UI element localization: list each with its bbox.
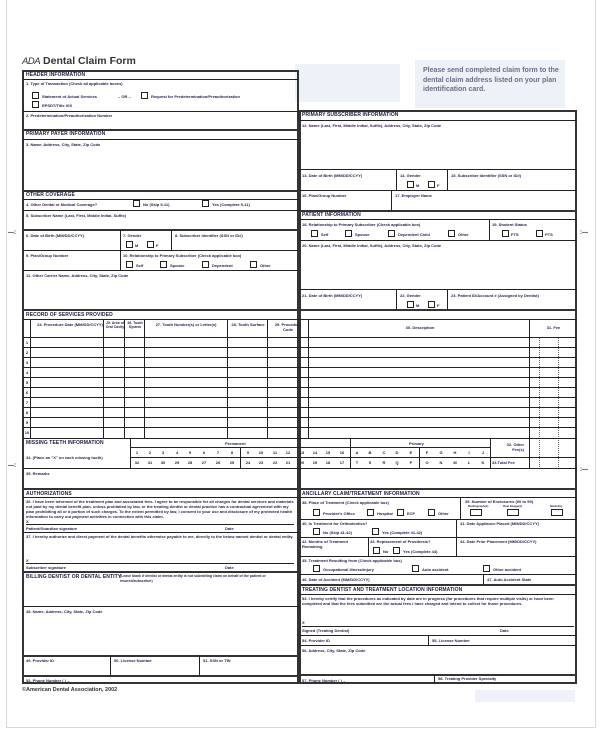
checkbox-pat-other[interactable] [448,230,455,237]
field-6-label: 6. Date of Birth (MM/DD/CCYY) [26,233,84,238]
tooth-17[interactable]: 17 [339,460,345,465]
section-patient: PATIENT INFORMATION [302,212,361,218]
row-number: 10 [24,430,30,435]
tooth-31[interactable]: 31 [147,460,153,465]
field-11-label: 11. Other Carrier Name, Address, City, State, Zip Code [26,273,129,278]
section-other-coverage: OTHER COVERAGE [26,192,75,198]
checkbox-occupational[interactable] [313,565,320,572]
gender-m-label: M [135,243,139,248]
checkbox-gender-f-22[interactable] [428,301,435,308]
field-19-label: 19. Student Status [492,222,527,227]
tooth-2[interactable]: 2 [148,450,152,455]
rel-self-label: Self [136,263,144,268]
predetermination-label: Request for Predetermination/Preauthorization [151,94,240,99]
row-number: 1 [25,340,29,345]
section-primary-payer: PRIMARY PAYER INFORMATION [26,131,106,137]
tooth-30[interactable]: 30 [160,460,166,465]
copyright: ©American Dental Association, 2002 [22,687,118,693]
tooth-12[interactable]: 12 [285,450,291,455]
statement-actual-label: Statement of Actual Services [42,94,97,99]
field-20-label: 20. Name (Last, First, Middle Initial, Suffix), Address, City, State, Zip Code [302,243,442,248]
tooth-14[interactable]: 14 [312,450,318,455]
tooth-7[interactable]: 7 [216,450,220,455]
section-treating: TREATING DENTIST AND TREATMENT LOCATION INFORMATION [302,587,463,593]
checkbox-pat-self[interactable] [311,230,318,237]
tooth-J[interactable]: J [481,450,485,455]
field-1-label: 1. Type of Transaction (Check all applicable boxes) [26,81,123,86]
tooth-K[interactable]: K [481,460,485,465]
tooth-5[interactable]: 5 [188,450,192,455]
field-50-label: 50. License Number [114,658,152,663]
col-tooth-system: 26. Tooth System [127,321,143,329]
section-primary-subscriber: PRIMARY SUBSCRIBER INFORMATION [302,112,399,118]
tooth-6[interactable]: 6 [202,450,206,455]
tooth-11[interactable]: 11 [272,450,278,455]
notice-text: Please send completed claim form to the dental claim address listed on your plan identification card. [415,60,565,108]
or-label: – OR – [118,94,131,99]
field-33-label: 33.Total Fee [492,460,515,465]
treating-dentist-signature-label: Signed (Treating Dentist) [302,628,350,633]
prosthesis-no-label: No [383,549,389,554]
models-label: Model(s) [550,504,563,508]
ecf-label: ECF [407,511,415,516]
col-tooth-number: 27. Tooth Number(s) or Letter(s) [155,322,217,327]
field-35-label: 35. Remarks [26,471,50,476]
tooth-20[interactable]: 20 [299,460,305,465]
tooth-19[interactable]: 19 [312,460,318,465]
place-other-label: Other [438,511,449,516]
prosthesis-yes-label: Yes (Complete 44) [403,549,438,554]
field-17-label: 17. Employer Name [395,193,432,198]
pat-self-label: Self [321,232,329,237]
field-18-label: 18. Relationship to Primary Subscriber (Check applicable box) [302,222,421,227]
field-40-label: 40. Is Treatment for Orthodontics? [302,521,368,526]
providers-office-label: Provider's Office [323,511,355,516]
fold-mark-right: :— [580,230,588,236]
rel-spouse-label: Spouse [170,263,185,268]
enclosures-models-input[interactable] [551,509,563,516]
form-title-text: Dental Claim Form [43,55,136,67]
tooth-N[interactable]: N [439,460,443,465]
field-8-label: 8. Subscriber Identifier (SSN or ID#) [175,233,243,238]
field-43-label: 43. Replacement of Prosthesis? [370,539,431,544]
checkbox-epsdt[interactable] [32,101,39,108]
field-57-label: 57. Phone Number ( ) – [302,678,346,683]
tooth-1[interactable]: 1 [135,450,139,455]
checkbox-pts[interactable] [536,230,543,237]
fold-mark-left: —: [8,463,16,469]
tooth-10[interactable]: 10 [258,450,264,455]
tooth-G[interactable]: G [439,450,443,455]
signature-x: X [26,519,29,524]
col-tooth-surface: 28. Tooth Surface [231,322,265,327]
field-38-label: 38. Place of Treatment (Check applicable box) [302,500,389,505]
checkbox-other-accident[interactable] [483,565,490,572]
checkbox-gender-m-7[interactable] [126,241,133,248]
hospital-label: Hospital [377,511,393,516]
tooth-18[interactable]: 18 [325,460,331,465]
field-34-label: 34. (Place an "X" on each missing tooth) [26,455,103,460]
field-48-label: 48. Name, Address, City, State, Zip Code [26,609,103,614]
row-number: 7 [25,400,29,405]
tooth-16[interactable]: 16 [339,450,345,455]
field-14-label: 14. Gender [400,173,421,178]
other-coverage-no-label: No (Skip 5-11) [143,202,170,207]
checkbox-rel-self[interactable] [126,261,133,268]
checkbox-prosthesis-no[interactable] [373,547,380,554]
tooth-29[interactable]: 29 [174,460,180,465]
pat-other-label: Other [458,232,469,237]
field-56-label: 56. Address, City, State, Zip Code [302,648,366,653]
tooth-M[interactable]: M [453,460,457,465]
checkbox-ortho-yes[interactable] [372,528,379,535]
subscriber-signature-label: Subscriber signature [26,565,67,570]
checkbox-prosthesis-yes[interactable] [393,547,400,554]
tooth-S[interactable]: S [368,460,372,465]
pat-spouse-label: Spouse [355,232,370,237]
field-23-label: 23. Patient ID/Account # (Assigned by Dentist) [451,293,539,298]
tooth-24[interactable]: 24 [245,460,251,465]
auto-accident-label: Auto accident [422,567,449,572]
section-ancillary: ANCILLARY CLAIM/TREATMENT INFORMATION [302,491,420,497]
field-47-label: 47. Auto Accident State [487,577,532,582]
field-51-label: 51. SSN or TIN [203,658,231,663]
patient-date-label: Date [225,526,234,531]
checkbox-rel-other[interactable] [250,261,257,268]
tooth-25[interactable]: 25 [229,460,235,465]
ortho-yes-label: Yes (Complete 41-42) [382,530,423,535]
tooth-22[interactable]: 22 [272,460,278,465]
field-3-label: 3. Name, Address, City, State, Zip Code [26,142,101,147]
tooth-C[interactable]: C [382,450,386,455]
notice-tint [295,64,400,102]
section-billing: BILLING DENTIST OR DENTAL ENTITY [26,574,122,580]
field-9-label: 9. Plan/Group Number [26,253,69,258]
bottom-tint [475,690,575,702]
tooth-3[interactable]: 3 [161,450,165,455]
gender-m-label: M [416,303,420,308]
field-39-label: 39. Number of Enclosures (00 to 99) [465,499,534,504]
section-authorizations: AUTHORIZATIONS [26,491,72,497]
field-53-text: 53. I hereby certify that the procedures as indicated by date are in progress (for procedures that require multiple visits) or have been completed and that the fees submitted are the actual fees I have charged and intend to collect for those procedures. [302,596,554,606]
field-13-label: 13. Date of Birth (MM/DD/CCYY) [302,173,363,178]
field-21-label: 21. Date of Birth (MM/DD/CCYY) [302,293,363,298]
checkbox-other-coverage-no[interactable] [133,200,140,207]
row-number: 4 [25,370,29,375]
tooth-32[interactable]: 32 [134,460,140,465]
checkbox-auto-accident[interactable] [412,565,419,572]
checkbox-pat-dependent[interactable] [388,230,395,237]
field-46-label: 46. Date of Accident (MM/DD/CCYY) [302,577,370,582]
row-number: 2 [25,350,29,355]
tooth-I[interactable]: I [468,450,470,455]
ortho-no-label: No (Skip 41-42) [323,530,352,535]
gender-f-label: F [437,303,440,308]
col-area-oral-cavity: 25. Area of Oral Cavity [105,321,125,329]
checkbox-statement-actual[interactable] [32,92,39,99]
checkbox-providers-office[interactable] [313,509,320,516]
row-number: 6 [25,390,29,395]
checkbox-ortho-no[interactable] [313,528,320,535]
tooth-27[interactable]: 27 [201,460,207,465]
ada-logo: ADA [22,56,41,67]
tooth-A[interactable]: A [355,450,359,455]
field-42-label: 42. Months of Treatment Remaining [302,539,349,549]
tooth-T[interactable]: T [355,460,359,465]
treating-date-label: Date [500,628,509,633]
gender-f-label: F [437,183,440,188]
row-number: 8 [25,410,29,415]
field-54-label: 54. Provider ID [302,638,331,643]
other-coverage-yes-label: Yes (Complete 5-11) [212,202,250,207]
occupational-label: Occupational illness/injury [323,567,374,572]
radiographs-label: Radiograph(s) [468,504,489,508]
enclosures-oral-images-input[interactable] [507,509,519,516]
col-procedure-date: 24. Procedure Date (MM/DD/CCYY) [37,322,103,327]
row-number: 3 [25,360,29,365]
checkbox-place-other[interactable] [428,509,435,516]
tooth-9[interactable]: 9 [246,450,250,455]
field-12-label: 12. Name (Last, First, Middle Initial, Suffix), Address, City, State, Zip Code [302,123,442,128]
checkbox-ecf[interactable] [397,509,404,516]
checkbox-rel-dependent[interactable] [202,261,209,268]
pts-label: PTS [545,232,553,237]
col-procedure-code: 29. Procedure Code [274,322,302,332]
col-fee: 31. Fee [546,325,561,330]
tooth-26[interactable]: 26 [215,460,221,465]
signature-x: X [26,558,29,563]
field-4-label: 4. Other Dental or Medical Coverage? [26,202,98,207]
tooth-O[interactable]: O [425,460,429,465]
row-number: 5 [25,380,29,385]
enclosures-radiographs-input[interactable] [470,509,482,516]
field-7-label: 7. Gender [123,233,142,238]
tooth-H[interactable]: H [453,450,457,455]
patient-signature-label: Patient/Guardian signature [26,526,78,531]
field-22-label: 22. Gender [400,293,421,298]
field-36-text: 36. I have been informed of the treatment plan and associated fees. I agree to be responsible for all charges for dental services and materials not paid by my dental benefit plan, unless prohibited by law, or the treating dentist or dental practice has a contractual agreement with my plan prohibiting all or a portion of such charges. To the extent permitted by law, I consent to your use and disclosure of my protected health information to carry out payment activities in connection with this claim. [26,499,294,519]
checkbox-hospital[interactable] [367,509,374,516]
fold-mark-left: —: [8,230,16,236]
field-16-label: 16. Plan/Group Number [302,193,347,198]
field-44-label: 44. Date Prior Placement (MM/DD/CCYY) [460,539,537,544]
checkbox-gender-m-14[interactable] [407,181,414,188]
field-41-label: 41. Date Appliance Placed (MM/DD/CCYY) [460,521,539,526]
section-services: RECORD OF SERVICES PROVIDED [26,312,113,318]
epsdt-label: EPSDT/Title XIX [42,103,73,108]
field-5-label: 5. Subscriber Name (Last, First, Middle Initial, Suffix) [26,213,127,218]
section-header-information: HEADER INFORMATION [26,72,86,78]
checkbox-rel-spouse[interactable] [160,261,167,268]
field-45-label: 45. Treatment Resulting from (Check applicable box) [302,558,402,563]
tooth-R[interactable]: R [382,460,386,465]
row-number: 9 [25,420,29,425]
permanent-label: Permanent [225,441,246,446]
fold-mark-right: :— [580,467,588,473]
checkbox-pat-spouse[interactable] [345,230,352,237]
checkbox-gender-m-22[interactable] [407,301,414,308]
field-37-text: 37. I hereby authorize and direct payment of the dental benefits otherwise payable to me, directly to the below named dentist or dental entity. [26,534,294,539]
checkbox-other-coverage-yes[interactable] [202,200,209,207]
rel-other-label: Other [260,263,271,268]
checkbox-gender-f-7[interactable] [147,241,154,248]
tooth-23[interactable]: 23 [258,460,264,465]
billing-note: (Leave blank if dentist or dental entity is not submitting claim on behalf of the patient or insured/subscriber) [120,574,266,583]
field-58-label: 58. Treating Provider Specialty [438,676,497,681]
tooth-13[interactable]: 13 [299,450,305,455]
checkbox-predetermination[interactable] [141,92,148,99]
gender-m-label: M [416,183,420,188]
oral-images-label: Oral Image(s) [503,504,523,508]
tooth-28[interactable]: 28 [187,460,193,465]
tooth-21[interactable]: 21 [285,460,291,465]
tooth-Q[interactable]: Q [395,460,399,465]
rel-dependent-label: Dependent [212,263,233,268]
tooth-F[interactable]: F [425,450,429,455]
section-missing-teeth: MISSING TEETH INFORMATION [26,440,104,446]
tooth-B[interactable]: B [368,450,372,455]
tooth-L[interactable]: L [467,460,471,465]
primary-label: Primary [409,441,424,446]
checkbox-fts[interactable] [502,230,509,237]
field-2-label: 2. Predetermination/Preauthorization Number [26,113,113,118]
fts-label: FTS [511,232,519,237]
signature-x: X [302,620,305,625]
checkbox-gender-f-14[interactable] [428,181,435,188]
tooth-8[interactable]: 8 [230,450,234,455]
field-55-label: 55. License Number [432,638,470,643]
tooth-P[interactable]: P [409,460,413,465]
field-49-label: 49. Provider ID [26,658,55,663]
field-10-label: 10. Relationship to Primary Subscriber (Check applicable box) [123,253,242,258]
col-description: 30. Description [405,325,435,330]
field-15-label: 15. Subscriber Identifier (SSN or ID#) [451,173,522,178]
gender-f-label: F [156,243,159,248]
form-title [22,55,136,67]
other-accident-label: Other accident [493,567,522,572]
tooth-D[interactable]: D [395,450,399,455]
tooth-E[interactable]: E [409,450,413,455]
tooth-15[interactable]: 15 [325,450,331,455]
tooth-4[interactable]: 4 [175,450,179,455]
field-32-label: 32. Other Fee(s) [506,442,524,452]
field-52-label: 52. Phone Number ( ) – [26,678,70,683]
pat-dependent-label: Dependent Child [398,232,430,237]
subscriber-date-label: Date [225,565,234,570]
